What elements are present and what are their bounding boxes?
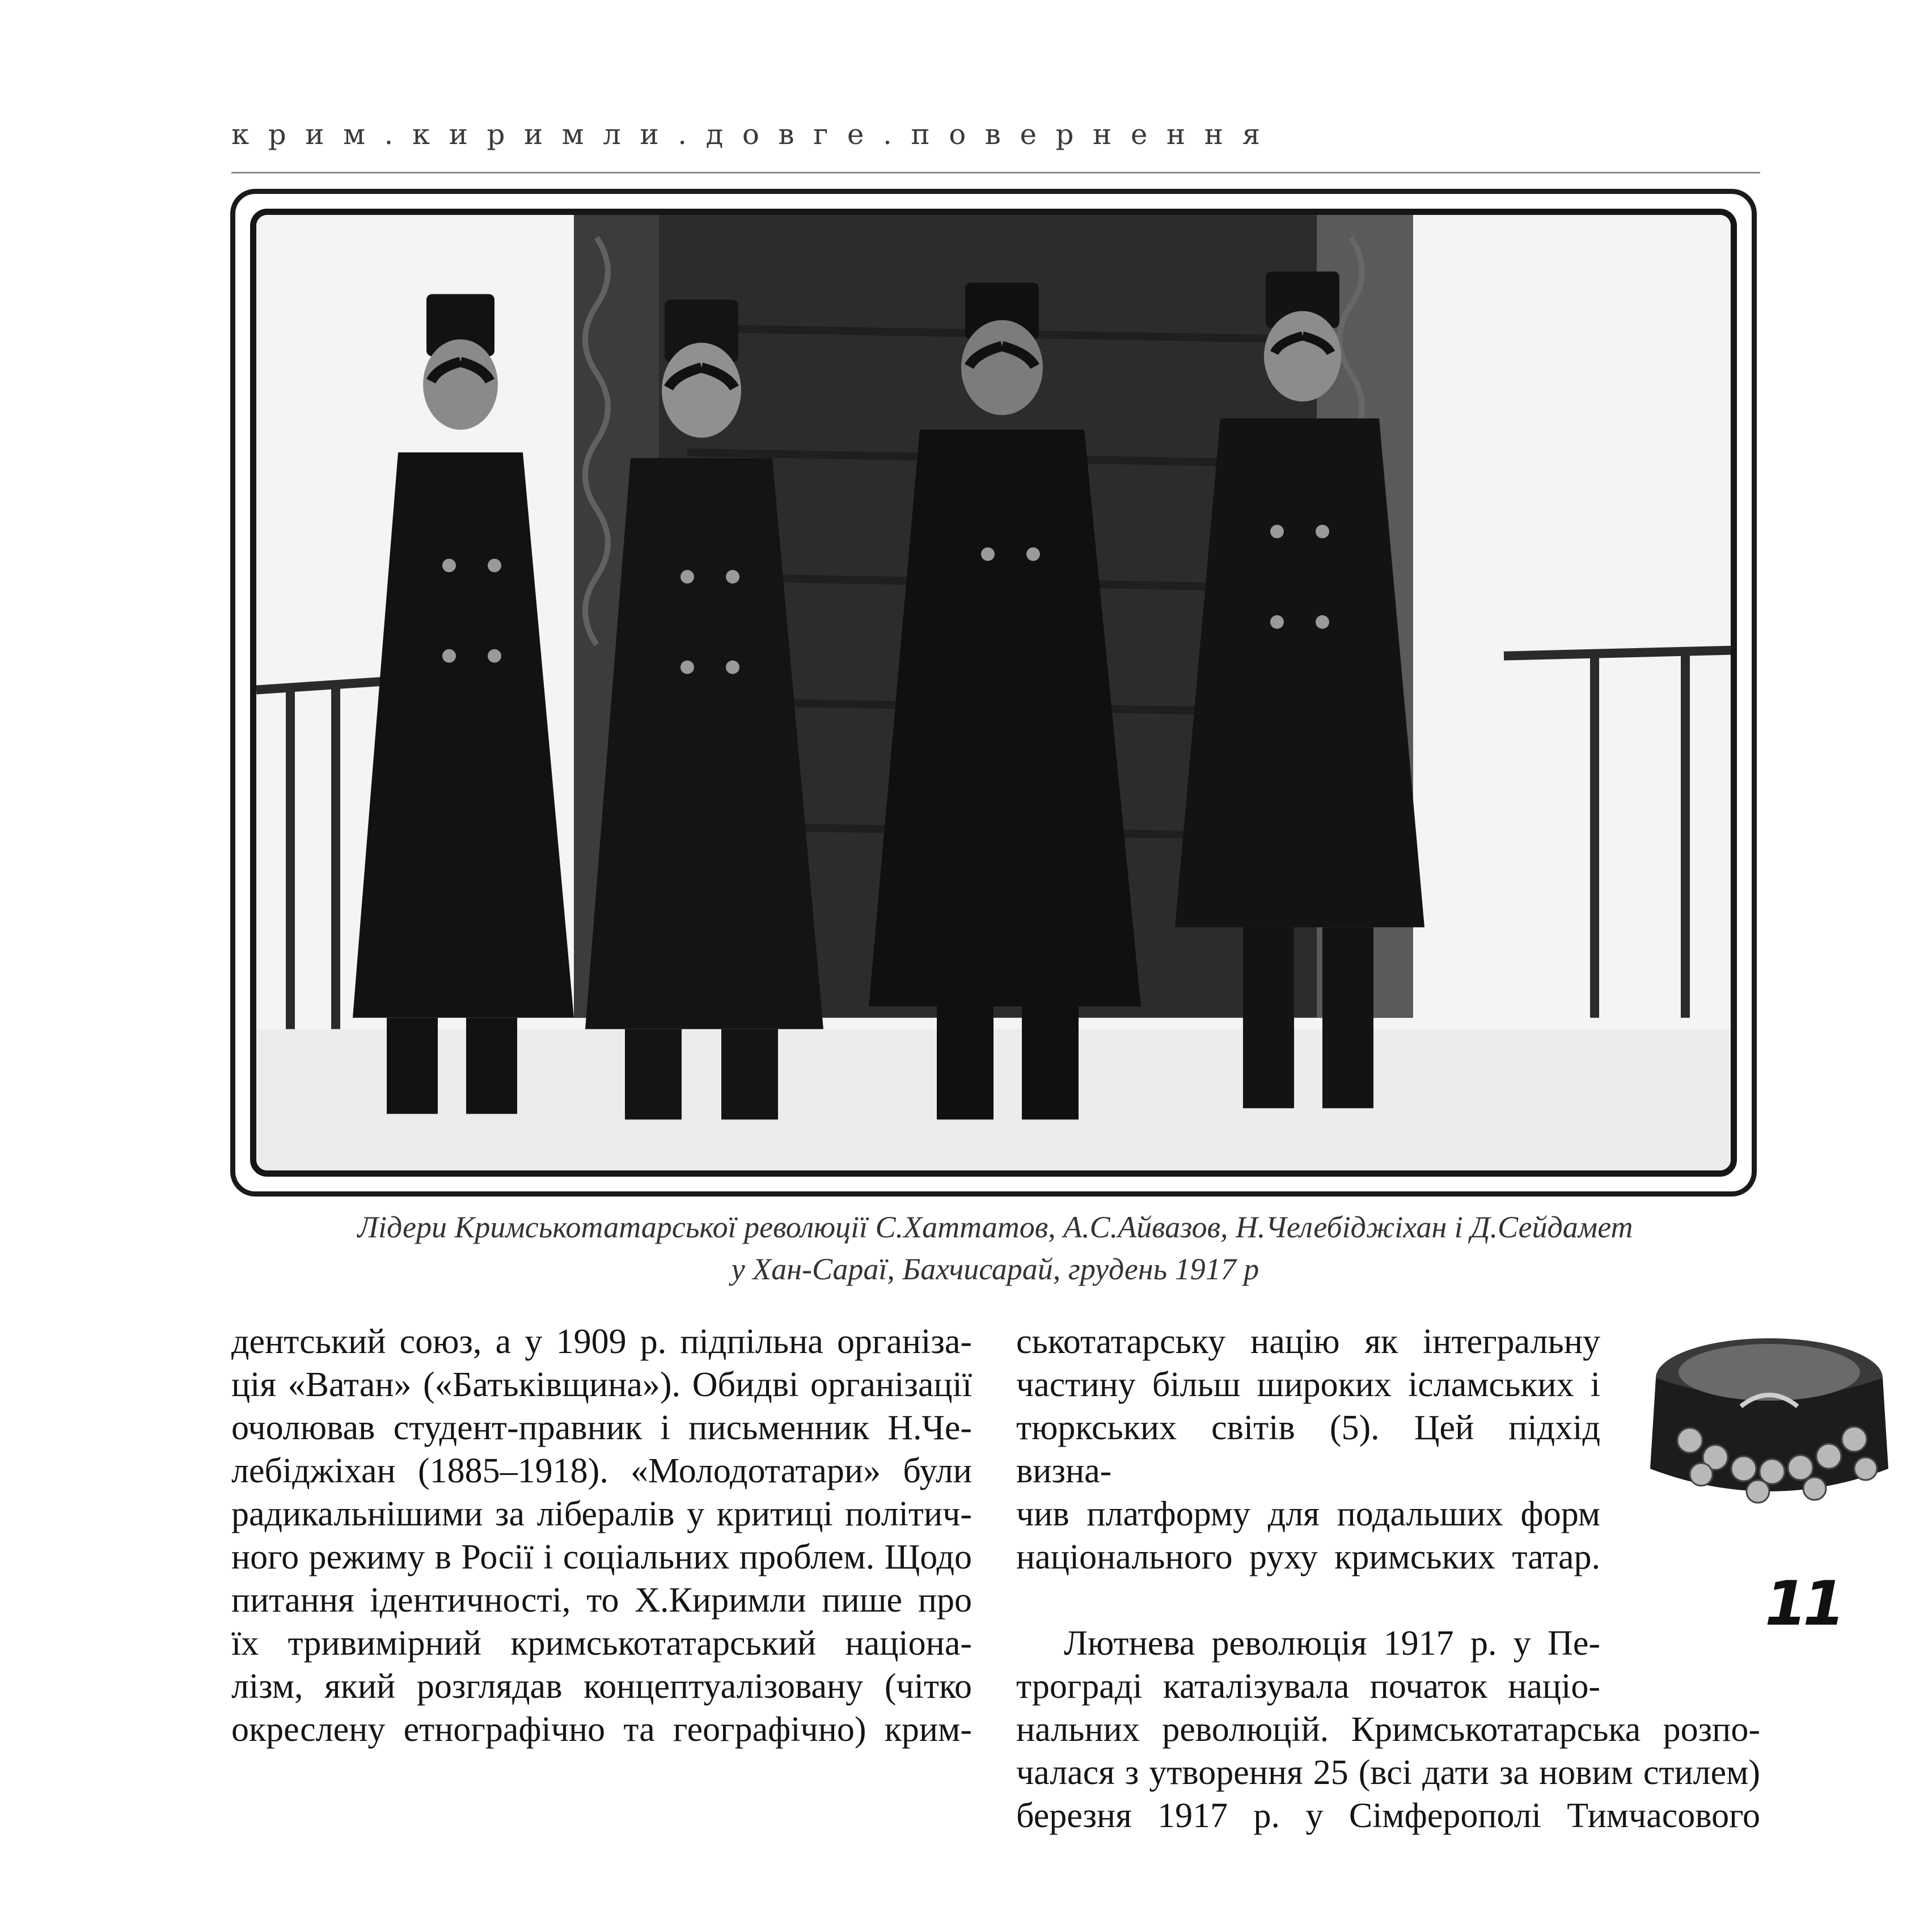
text-line: Лютнева революція 1917 р. у Пе-: [1064, 1624, 1600, 1663]
text-line: національного руху кримських татар.: [1016, 1538, 1600, 1576]
text-line: їх тривимірний кримськотатарський націона-: [231, 1624, 972, 1663]
left-column-text: [231, 1320, 972, 1751]
text-line: окреслену етнографічно та географічно) крим-: [231, 1710, 972, 1749]
right-column-paragraph-2: [1016, 1622, 1760, 1837]
text-line: нальних революцій. Кримськотатарська розпо-: [1016, 1710, 1760, 1749]
embroidered-cap-with-coins-icon: [1639, 1327, 1900, 1520]
photo-caption: [170, 1206, 1820, 1290]
text-line: ція «Ватан» («Батьківщина»). Обидві організації: [231, 1365, 972, 1404]
historical-group-photo: [250, 209, 1737, 1177]
header-rule: [231, 172, 1760, 174]
text-line: очолював студент-правник і письменник Н.Че-: [231, 1409, 972, 1447]
running-header: крим.киримли.довге.повернення: [231, 118, 1279, 151]
right-column-paragraph-1: [1016, 1320, 1600, 1579]
text-line: тюркських світів (5). Цей підхід визна-: [1016, 1409, 1600, 1490]
text-line: трограді каталізувала початок націо-: [1016, 1667, 1600, 1706]
historical-group-photo-icon: [256, 215, 1731, 1170]
text-line: березня 1917 р. у Сімферополі Тимчасового: [1016, 1796, 1760, 1835]
text-line: частину більш широких ісламських і: [1016, 1365, 1600, 1404]
text-line: чив платформу для подальших форм: [1016, 1495, 1600, 1533]
text-line: радикальнішими за лібералів у критиці політич-: [231, 1495, 972, 1533]
text-line: лізм, який розглядав концептуалізовану (чітко: [231, 1667, 972, 1706]
photo-frame: [230, 189, 1757, 1197]
caption-line-1: Лідери Кримськотатарської революції С.Хаттатов, А.С.Айвазов, Н.Челебіджіхан і Д.Сейдамет: [357, 1210, 1633, 1244]
text-line: ськотатарську націю як інтегральну: [1016, 1322, 1600, 1361]
page-number: 11: [1765, 1569, 1841, 1639]
text-line: лебіджіхан (1885–1918). «Молодотатари» були: [231, 1452, 972, 1490]
caption-line-2: у Хан-Сараї, Бахчисарай, грудень 1917 р: [731, 1252, 1259, 1286]
text-line: дентський союз, а у 1909 р. підпільна організа-: [231, 1322, 972, 1361]
text-line: питання ідентичності, то Х.Киримли пише про: [231, 1581, 972, 1620]
text-line: чалася з утворення 25 (всі дати за новим стилем): [1016, 1753, 1760, 1792]
text-line: ного режиму в Росії і соціальних проблем. Щодо: [231, 1538, 972, 1576]
